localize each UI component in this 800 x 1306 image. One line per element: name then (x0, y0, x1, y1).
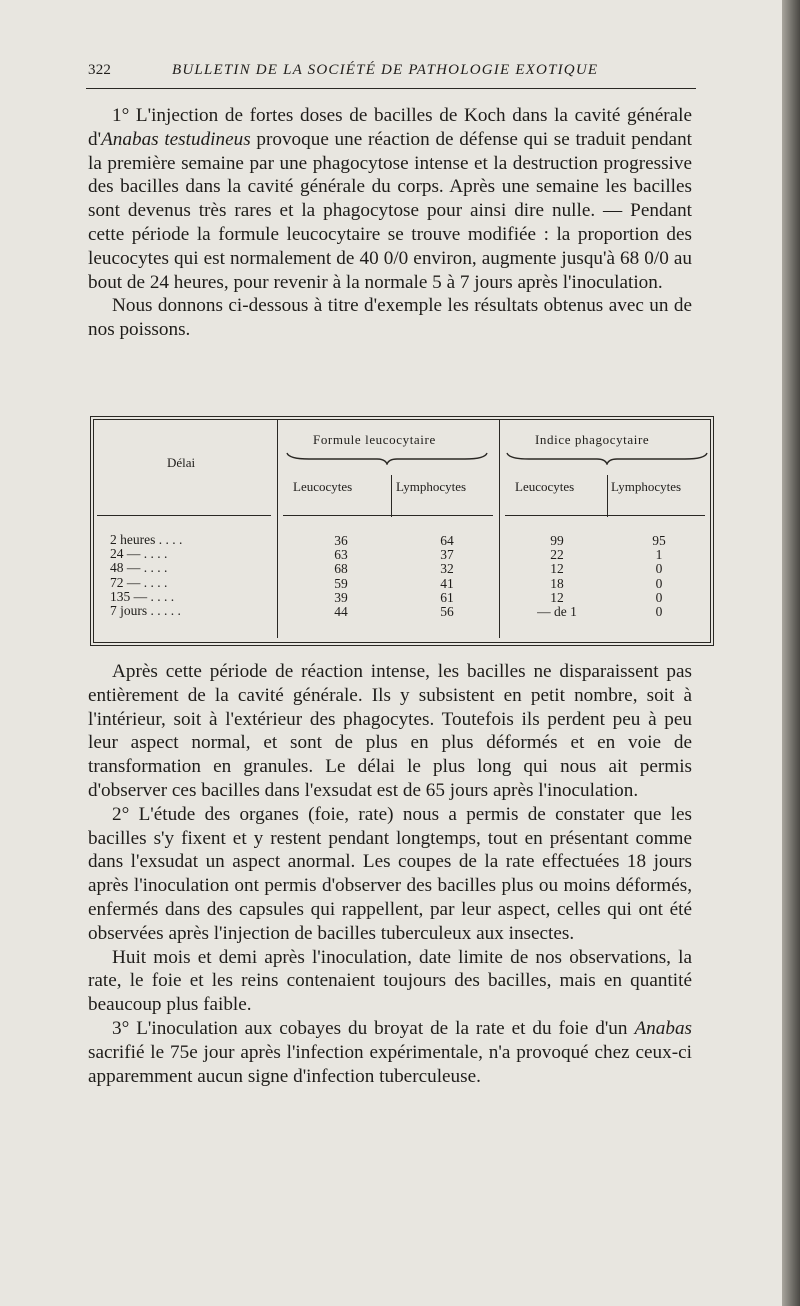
divider-delai (277, 420, 278, 638)
header-bottom-rule-1 (97, 515, 271, 516)
page-number: 322 (88, 62, 112, 78)
table-cell: 41 (440, 575, 454, 591)
paragraph-4: 2° L'étude des organes (foie, rate) nous a permis de constater que les bacilles s'y fixent et y restent pendant longtemps, tout en présentant comme dans l'exsudat un aspect anormal. Les coupes de la rate effectuées 18 jours après l'inoculation ont permis d'observer des bacilles plus ou moins déformés, enfermés dans des capsules qui rappellent, par leur aspect, celles qui ont été observées après l'injection de bacilles tuberculeux aux insectes. (88, 803, 692, 944)
table-row-label: 2 heures . . . . (110, 532, 183, 547)
header-bottom-rule-3 (505, 515, 705, 516)
col-delai-header: Délai (167, 455, 196, 470)
table-row-labels (110, 533, 182, 618)
table-cell: 1 (655, 547, 663, 563)
divider-groups (499, 420, 500, 638)
group-formule-header: Formule leucocytaire (313, 432, 436, 447)
sub-leuco-1-header: Leucocytes (293, 479, 353, 494)
table-cell: 36 (334, 533, 348, 548)
page-edge (782, 0, 800, 1306)
genus-name: Anabas (634, 1017, 692, 1039)
table-cell: 0 (655, 575, 663, 591)
results-table (90, 416, 714, 646)
table-cell: 61 (440, 589, 454, 605)
table-cell: 59 (334, 575, 348, 591)
table-row-label: 72 — . . . . (110, 574, 168, 590)
body-text (88, 660, 692, 1088)
paragraph-3: Après cette période de réaction intense, les bacilles ne disparaissent pas entièrement de la cavité générale. Ils y subsistent en petit nombre, soit à l'intérieur, soit à l'extérieur des phagocytes. Toutefois ils perdent peu à peu leur aspect normal, et sont de plus en plus déformés et en voie de transformation en granules. Le délai le plus long qui nous ait permis d'observer ces bacilles dans l'exsudat est de 65 jours après l'inoculation. (88, 661, 692, 801)
sub-lympho-1-header: Lymphocytes (396, 479, 467, 494)
paragraph-2: Nous donnons ci-dessous à titre d'exemple les résultats obtenus avec un de nos poissons. (88, 295, 692, 341)
header-rule (86, 88, 696, 89)
table-cell: 18 (550, 575, 564, 591)
table-row-label: 7 jours . . . . . (110, 602, 181, 618)
table-cell: 99 (550, 533, 564, 548)
table-cell: 95 (652, 533, 666, 548)
paragraph-1: 1° L'injection de fortes doses de bacilles de Koch dans la cavité générale d'Anabas testudineus provoque une réaction de défense qui se traduit pendant la première semaine par une phagocytose intense et la destruction progressive des bacilles dans la cavité générale du corps. Après une semaine les bacilles sont devenus très rares et la phagocytose pour ainsi dire nulle. — Pendant cette période la formule leucocytaire se trouve modifiée : la proportion des leucocytes qui est normalement de 40 0/0 environ, augmente jusqu'à 68 0/0 au bout de 24 heures, pour revenir à la normale 5 à 7 jours après l'inoculation. (88, 105, 692, 293)
table-cell: 12 (550, 561, 564, 577)
divider-sub-1 (391, 475, 392, 517)
header-bottom-rule-2 (283, 515, 493, 516)
table-cell: — de 1 (537, 603, 577, 619)
brace-indice (505, 451, 709, 465)
brace-formule (285, 451, 489, 465)
group-indice-header: Indice phagocytaire (535, 432, 650, 447)
table-cell: 12 (550, 589, 564, 605)
table-cell: 39 (334, 589, 348, 605)
table-row-label: 48 — . . . . (110, 560, 168, 576)
paragraph-6: 3° L'inoculation aux cobayes du broyat de la rate et du foie d'un Anabas sacrifié le 75e jour après l'infection expérimentale, n'a provoqué chez ceux-ci apparemment aucun signe d'infection tuberculeuse. (88, 1017, 692, 1087)
table-row-label: 135 — . . . . (110, 588, 175, 604)
table-cell: 56 (440, 603, 454, 619)
col-i-leuco (523, 534, 591, 619)
table-cell: 22 (550, 547, 564, 563)
col-f-leuco (311, 534, 371, 619)
sub-lympho-2-header: Lymphocytes (611, 479, 682, 494)
table-cell: 64 (440, 533, 454, 548)
table-row-label: 24 — . . . . (110, 546, 168, 562)
table-cell: 37 (440, 547, 454, 563)
species-name: Anabas testudineus (101, 128, 251, 150)
table-cell: 32 (440, 561, 454, 577)
table-cell: 0 (655, 561, 663, 577)
col-i-lympho (629, 534, 689, 619)
table-cell: 0 (655, 589, 663, 605)
journal-title: BULLETIN DE LA SOCIÉTÉ DE PATHOLOGIE EXOTIQUE (172, 62, 599, 78)
table-cell: 0 (655, 603, 663, 619)
table-cell: 63 (334, 547, 348, 563)
intro-text (88, 104, 692, 342)
sub-leuco-2-header: Leucocytes (515, 479, 575, 494)
table-cell: 68 (334, 561, 348, 577)
divider-sub-2 (607, 475, 608, 517)
paragraph-5: Huit mois et demi après l'inoculation, date limite de nos observations, la rate, le foie et les reins contenaient toujours des bacilles, mais en quantité beaucoup plus faible. (88, 946, 692, 1016)
col-f-lympho (417, 534, 477, 619)
table-cell: 44 (334, 603, 348, 619)
